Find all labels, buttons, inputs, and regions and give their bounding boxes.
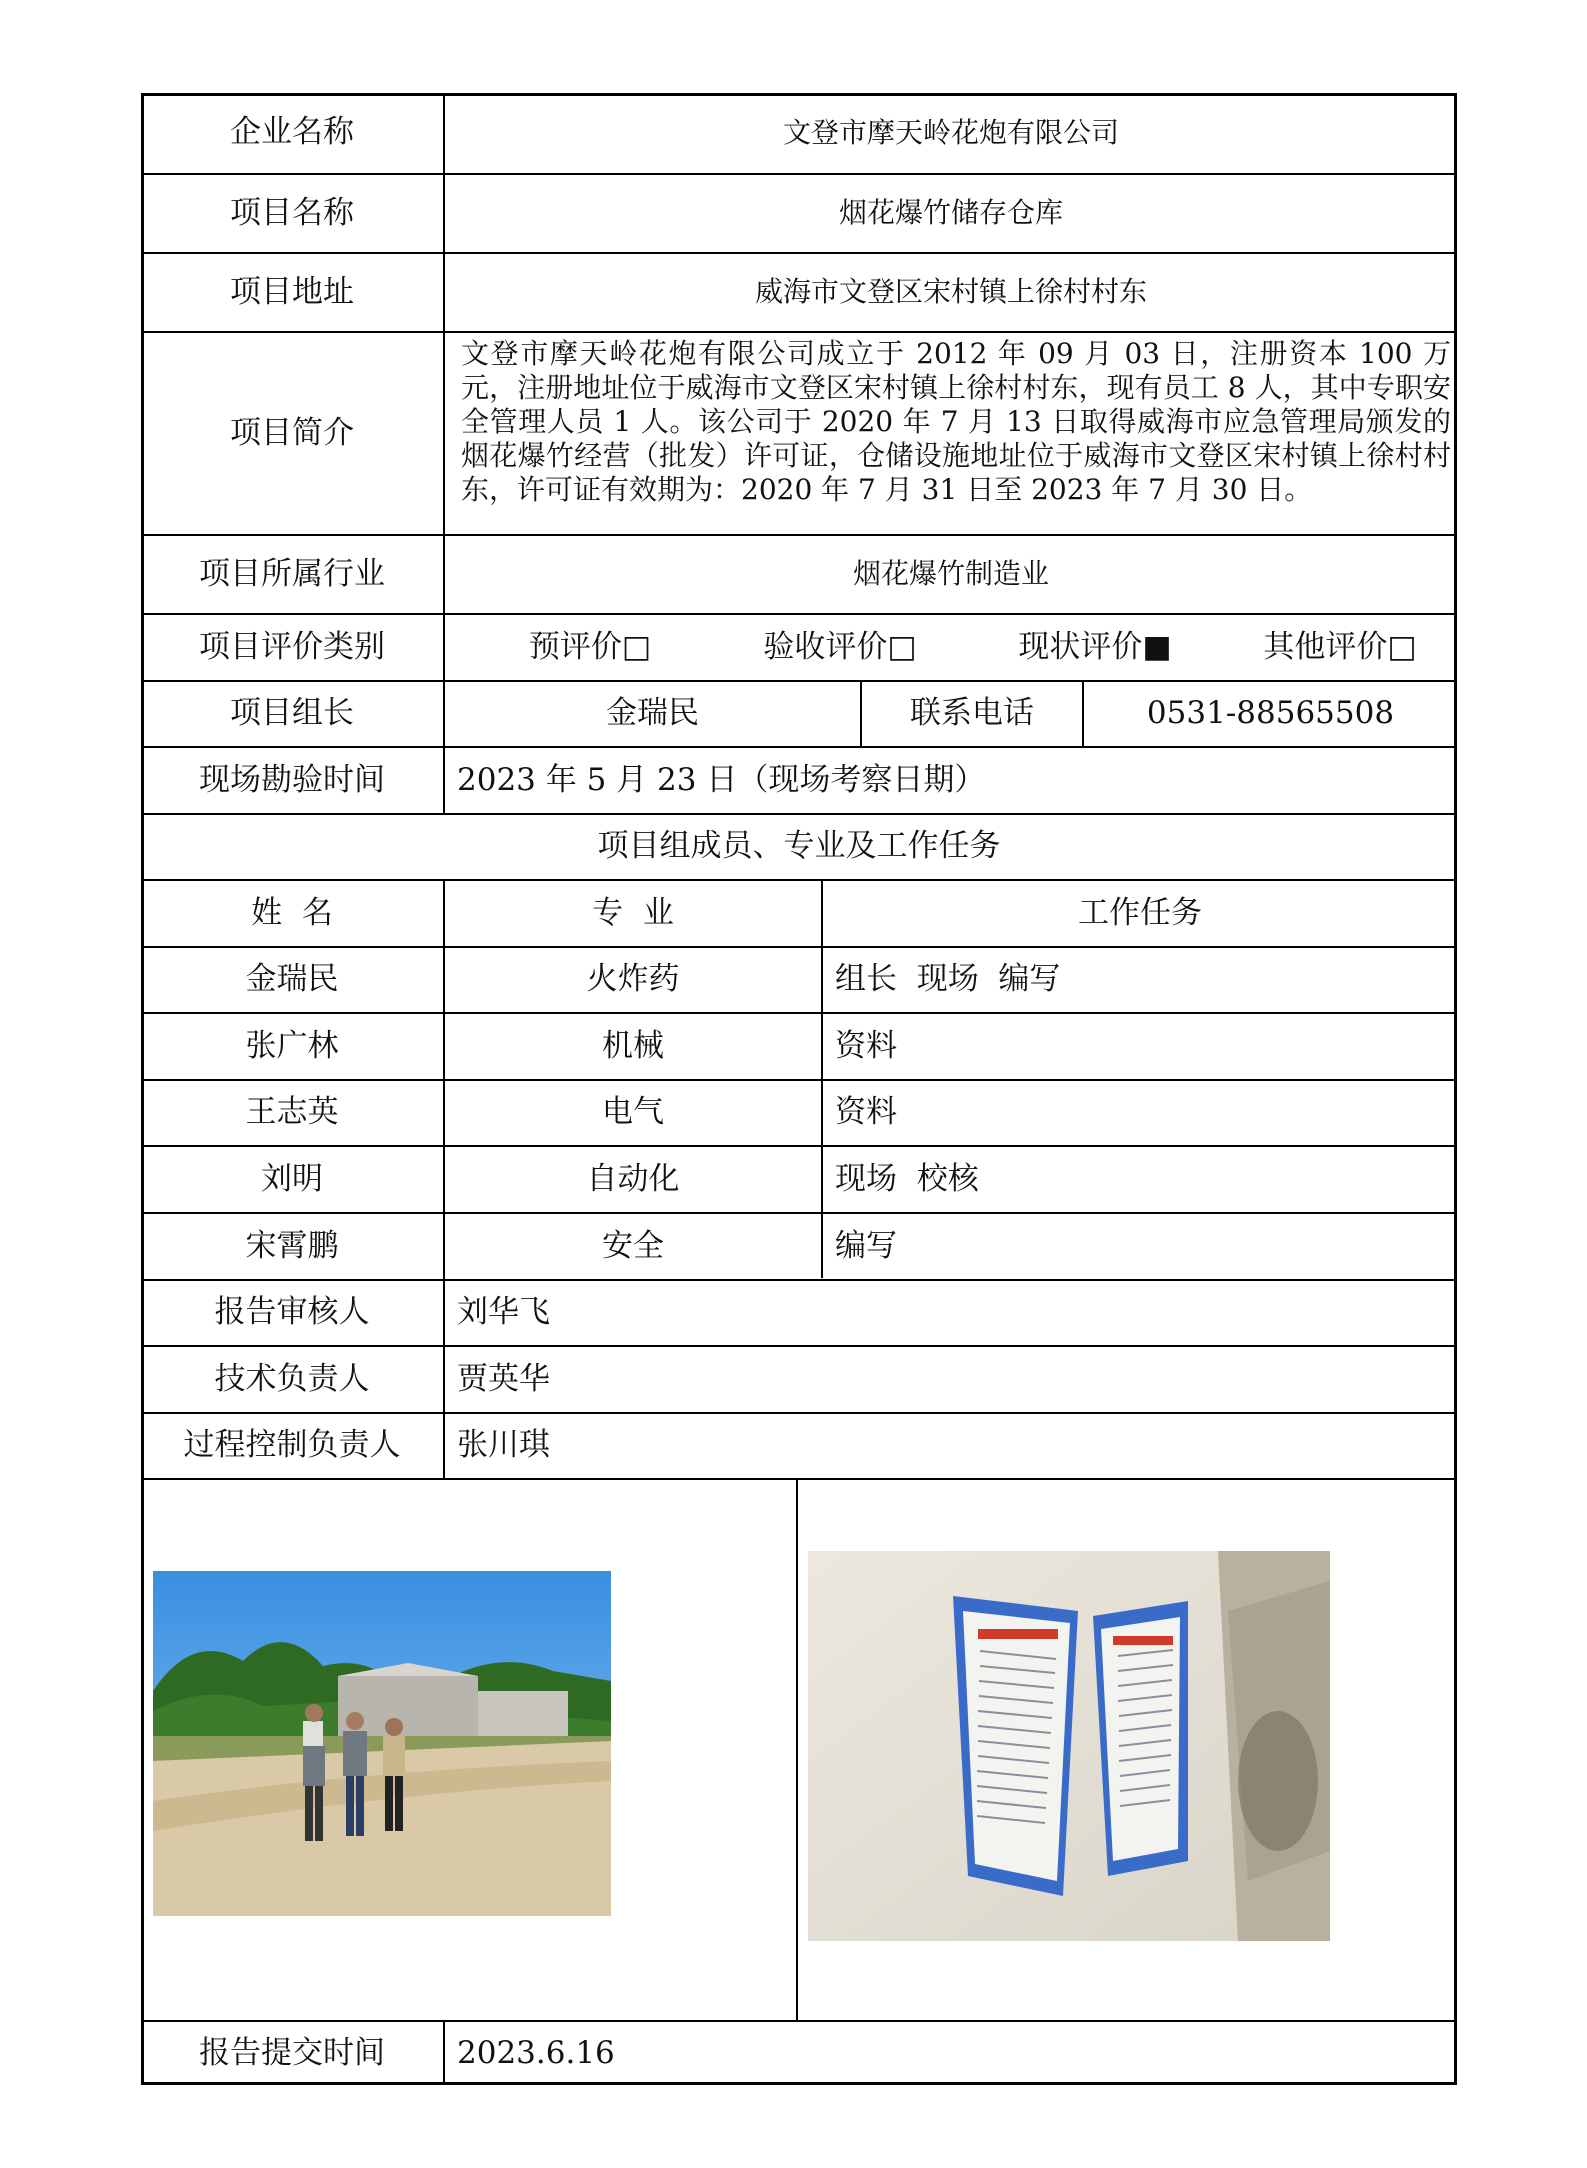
eval-type-label: 项目评价类别 [199,628,385,665]
team-member-name: 刘明 [261,1160,323,1197]
column-divider [796,1478,798,2020]
company-label: 企业名称 [230,114,354,151]
submit-time-value: 2023.6.16 [457,2034,615,2071]
team-member-task: 资料 [835,1094,897,1131]
survey-time-label: 现场勘验时间 [199,761,385,798]
project-name-value: 烟花爆竹储存仓库 [838,196,1063,230]
phone-value: 0531-88565508 [1146,695,1395,732]
project-name-label: 项目名称 [230,194,354,231]
team-header-task: 工作任务 [1078,894,1202,931]
tech-lead-value: 贾英华 [457,1360,550,1397]
leader-value: 金瑞民 [606,695,699,732]
leader-label: 项目组长 [230,695,354,732]
eval-option-acceptance: 验收评价□ [763,628,917,665]
eval-option-current: 现状评价■ [1018,628,1172,665]
process-control-value: 张川琪 [457,1427,550,1464]
team-member-major: 机械 [602,1027,664,1064]
address-label: 项目地址 [230,273,354,310]
team-header-major: 专 业 [592,894,674,931]
team-member-major: 自动化 [586,1160,680,1197]
team-member-task: 资料 [835,1027,897,1064]
industry-value: 烟花爆竹制造业 [852,557,1049,591]
team-section-title: 项目组成员、专业及工作任务 [597,828,1001,865]
industry-label: 项目所属行业 [199,555,385,592]
intro-label: 项目简介 [230,414,354,451]
process-control-label: 过程控制负责人 [183,1427,401,1464]
team-member-name: 张广林 [245,1027,339,1064]
eval-option-pre: 预评价□ [528,628,652,665]
tech-lead-label: 技术负责人 [214,1360,370,1397]
address-value: 威海市文登区宋村镇上徐村村东 [754,275,1147,309]
reviewer-label: 报告审核人 [214,1294,370,1331]
team-member-major: 安全 [602,1227,664,1264]
reviewer-value: 刘华飞 [457,1294,550,1331]
team-member-name: 王志英 [245,1094,339,1131]
team-member-task: 编写 [835,1227,897,1264]
team-header-name: 姓 名 [251,894,333,931]
submit-time-label: 报告提交时间 [199,2034,385,2071]
intro-value: 文登市摩天岭花炮有限公司成立于 2012 年 09 月 03 日，注册资本 100 万元，注册地址位于威海市文登区宋村镇上徐村村东，现有员工 8 人，其中专职安全管理人员 1 人。该公司于 2020 年 7 月 13 日取得威海市应急管理局颁发的烟花爆竹经营（批发）许可证，仓储设施地址位于威海市文登区宋村镇上徐村村东，许可证有效期为：2020 年 7 月 31 日至 2023 年 7 月 30 日。 [461,337,1451,506]
phone-label: 联系电话 [910,695,1034,732]
team-member-name: 宋霄鹏 [245,1227,339,1264]
team-member-name: 金瑞民 [245,961,339,998]
site-team-photo [153,1571,611,1916]
eval-option-other: 其他评价□ [1263,628,1417,665]
row-divider [141,1478,1457,1480]
team-member-major: 电气 [602,1094,664,1131]
team-member-major: 火炸药 [586,961,680,998]
company-value: 文登市摩天岭花炮有限公司 [782,115,1119,149]
team-member-task: 现场 校核 [835,1160,979,1197]
wall-notice-photo [808,1551,1330,1941]
survey-time-value: 2023 年 5 月 23 日（现场考察日期） [457,761,986,798]
team-member-task: 组长 现场 编写 [835,961,1061,998]
